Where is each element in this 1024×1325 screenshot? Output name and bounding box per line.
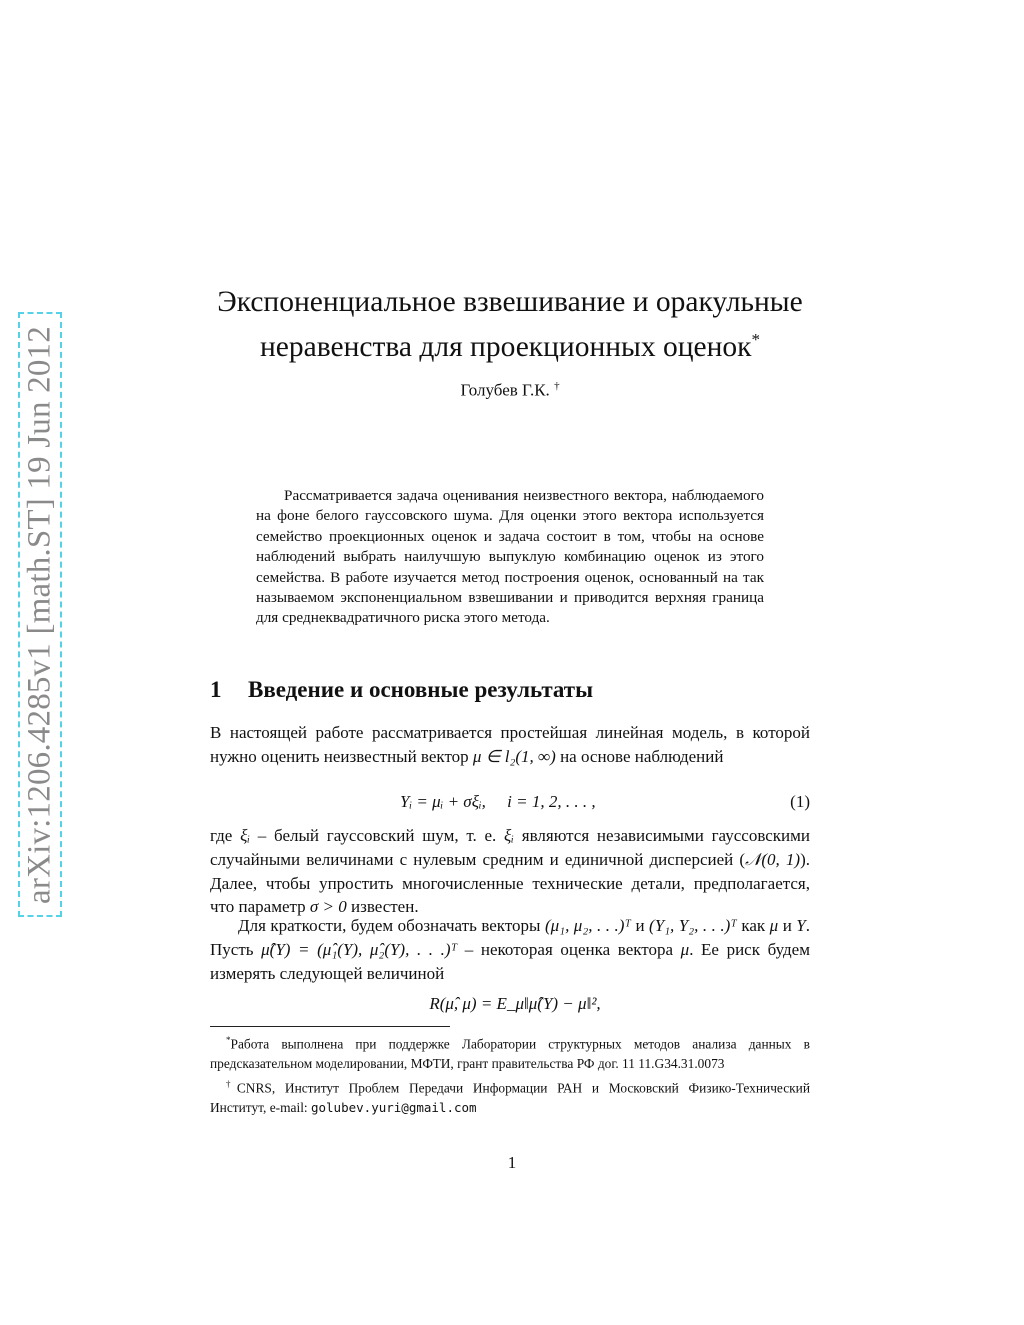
section-heading <box>210 677 593 703</box>
author <box>160 380 860 401</box>
p3-math-1: (μ₁, μ₂, . . .)ᵀ <box>544 916 631 935</box>
p2-text-e: известен. <box>346 897 419 917</box>
p3-text-d: и <box>778 916 797 935</box>
author-footnote-mark: † <box>554 380 560 392</box>
footnotes <box>210 1031 810 1120</box>
paragraph-2 <box>210 824 810 919</box>
p3-math-4: Y <box>796 916 806 935</box>
p1-text-a: В настоящей работе рассматривается простейшая линейная модель, в которой нужно оценить неизвестный вектор <box>210 723 810 766</box>
p3-text-a: Для краткости, будем обозначать векторы <box>238 916 545 935</box>
title-line-2-text: неравенства для проекционных оценок <box>260 330 752 363</box>
footnote-divider <box>210 1026 450 1027</box>
equation-1-number: (1) <box>790 792 810 811</box>
p3-text-f: – некоторая оценка вектора <box>457 939 681 959</box>
p3-text-b: и <box>630 916 650 935</box>
section-number: 1 <box>210 677 222 702</box>
p2-text-c: являются независимыми гауссовскими случайными величинами с нулевым средним и единичной дисперсией ( <box>210 826 811 869</box>
p3-text-g: . Ее риск будем измерять следующей величиной <box>210 939 810 983</box>
p3-math-2: (Y₁, Y₂, . . .)ᵀ <box>649 916 737 935</box>
p1-text-b: на основе наблюдений <box>555 746 724 766</box>
p2-math-2: ξᵢ <box>504 826 515 845</box>
p3-text-e: . Пусть <box>210 916 810 959</box>
footnote-2 <box>210 1075 810 1117</box>
footnote-1-mark: * <box>226 1035 231 1045</box>
p3-math-3: μ <box>769 916 779 935</box>
paragraph-1 <box>210 721 810 769</box>
section-title: Введение и основные результаты <box>248 677 594 702</box>
equation-1-body: Yᵢ = μᵢ + σξᵢ, i = 1, 2, . . . , <box>400 792 596 811</box>
p2-text-b: – белый гауссовский шум, т. е. <box>250 826 505 845</box>
p2-math-4: σ > 0 <box>309 897 347 917</box>
abstract: Рассматривается задача оценивания неизвестного вектора, наблюдаемого на фоне белого гауссовского шума. Для оценки этого вектора используется семейство проекционных оценок и задача состоит в том, чтобы на основе наблюдений выбрать наилучшую выпуклую комбинацию оценок из этого семейства. В работе изучается метод построения оценок, основанный на так называемом экспоненциальном взвешивании и приводится верхняя граница для среднеквадратичного риска этого метода. <box>256 487 764 627</box>
title-line-1: Экспоненциальное взвешивание и оракульные <box>217 286 803 318</box>
title-line-2 <box>160 321 860 366</box>
author-name: Голубев Г.К. <box>460 380 550 400</box>
footnote-2-mark: † <box>226 1079 237 1090</box>
arxiv-stamp <box>18 312 62 917</box>
arxiv-identifier: arXiv:1206.4285v1 [math.ST] 19 Jun 2012 <box>21 325 58 904</box>
footnote-1-text: Работа выполнена при поддержке Лаборатории структурных методов анализа данных в предсказательном моделировании, МФТИ, грант правительства РФ дог. 11 11.G34.31.0073 <box>210 1036 810 1071</box>
p2-text-a: где <box>210 826 241 845</box>
p2-math-1: ξᵢ <box>240 826 251 845</box>
title-footnote-mark: * <box>751 330 760 349</box>
p2-math-3: 𝒩(0, 1) <box>745 849 801 869</box>
equation-2-body: R(μ̂, μ) = E_μ‖μ̂(Y) − μ‖², <box>429 994 601 1013</box>
p3-text-c: как <box>736 916 770 935</box>
footnote-1 <box>210 1031 810 1073</box>
p3-math-5: μ̂(Y) = (μ̂₁(Y), μ̂₂(Y), . . .)ᵀ <box>261 939 458 959</box>
equation-2 <box>210 994 810 1014</box>
p1-math: μ ∈ l₂(1, ∞) <box>472 746 556 766</box>
email-address[interactable]: golubev.yuri@gmail.com <box>310 1100 477 1116</box>
paragraph-3 <box>210 914 810 985</box>
footnote-2-text: CNRS, Институт Проблем Передачи Информации РАН и Московский Физико-Технический Институт, e-mail: <box>210 1080 810 1116</box>
p2-text-d: ). Далее, чтобы упростить многочисленные технические детали, предполагается, что параметр <box>210 849 811 917</box>
p3-math-6: μ <box>680 939 690 959</box>
paper-title <box>160 284 860 366</box>
page-number: 1 <box>507 1153 517 1172</box>
